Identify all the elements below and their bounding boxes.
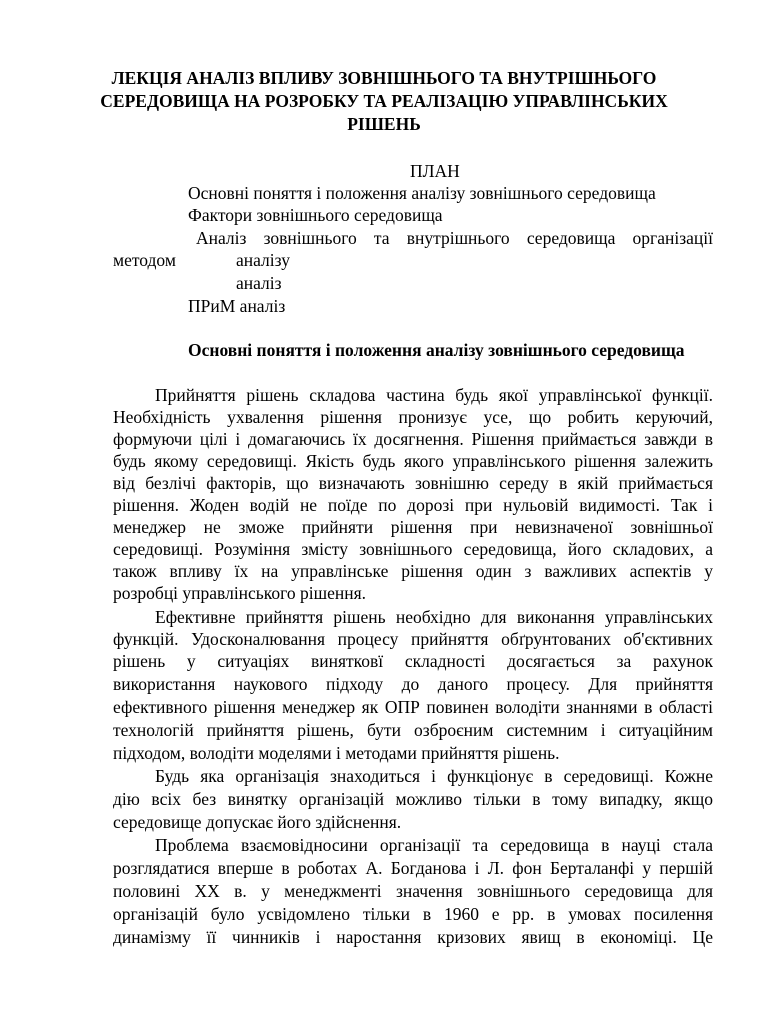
paragraph-2-line: рішень у ситуаціях винятковї складності досягається за рахунок [113,651,713,671]
plan-heading: ПЛАН [410,161,460,181]
paragraph-2-line: використання наукового підходу до даного процесу. Для прийняття [113,674,713,694]
paragraph-4-line: Проблема взаємовідносини організації та середовища в науці стала [155,835,713,855]
paragraph-2-line: Ефективне прийняття рішень необхідно для виконання управлінських [155,607,713,627]
lecture-title-line-1: ЛЕКЦІЯ АНАЛІЗ ВПЛИВУ ЗОВНІШНЬОГО ТА ВНУТРІШНЬОГО [111,68,657,88]
plan-item-4: аналіз [236,273,282,293]
paragraph-2-line: ефективного рішення менеджер як ОПР повинен володіти знаннями в області [113,697,713,717]
paragraph-1-line: від безлічі факторів, що визначають зовнішню середу в якій приймається [113,473,713,493]
paragraph-1-line: Прийняття рішень складова частина будь якої управлінської функції. [155,385,713,405]
plan-item-3: Аналіз зовнішнього та внутрішнього середовища організації [196,228,713,248]
lecture-title-line-3: РІШЕНЬ [347,114,421,134]
paragraph-1-line: рішення. Жоден водій не поїде по дорозі при нульовій видимості. Так і [113,495,713,515]
paragraph-2-line: функцій. Удосконалювання процесу прийняття обґрунтованих об'єктивних [113,629,713,649]
paragraph-3-line: середовище допускає його здійснення. [113,812,402,832]
section-heading: Основні поняття і положення аналізу зовнішнього середовища [188,340,685,360]
paragraph-2-line: підходом, володіти моделями і методами прийняття рішень. [113,743,560,763]
paragraph-4-line: половині XX в. у менеджменті значення зовнішнього середовища для [113,881,713,901]
paragraph-1-line: будь якому середовищі. Якість будь якого управлінського рішення залежить [113,451,713,471]
paragraph-1-line: розробці управлінського рішення. [113,583,367,603]
plan-item-3-method: методом [113,250,176,270]
paragraph-3-line: Будь яка організація знаходиться і функціонує в середовищі. Кожне [155,766,713,786]
paragraph-1-line: менеджер не зможе прийняти рішення при невизначеної зовнішньої [113,517,713,537]
paragraph-4-line: динамізму її чинників і наростання кризових явищ в економіці. Це [113,927,713,947]
paragraph-1-line: формуючи цілі і домагаючись їх досягнення. Рішення приймається завжди в [113,429,713,449]
paragraph-4-line: організацій було усвідомлено тільки в 1960 е рр. в умовах посилення [113,904,713,924]
paragraph-4-line: розглядатися вперше в роботах А. Богданова і Л. фон Берталанфі у першій [113,858,713,878]
paragraph-1-line: також впливу їх на управлінське рішення один з важливих аспектів у [113,561,713,581]
paragraph-1-line: середовищі. Розуміння змісту зовнішнього середовища, його складових, а [113,539,713,559]
paragraph-3-line: дію всіх без винятку організацій можливо тільки в тому випадку, якщо [113,789,713,809]
lecture-title-line-2: СЕРЕДОВИЩА НА РОЗРОБКУ ТА РЕАЛІЗАЦІЮ УПРАВЛІНСЬКИХ [100,91,668,111]
plan-item-2: Фактори зовнішнього середовища [188,205,443,225]
paragraph-2-line: технологій прийняття рішень, бути озброєним системним і ситуаційним [113,720,713,740]
paragraph-1-line: Необхідність ухвалення рішення пронизує усе, що робить керуючий, [113,407,713,427]
plan-item-3-analysis: аналізу [236,250,290,270]
plan-item-5: ПРиМ аналіз [188,296,286,316]
plan-item-1: Основні поняття і положення аналізу зовнішнього середовища [188,183,656,203]
